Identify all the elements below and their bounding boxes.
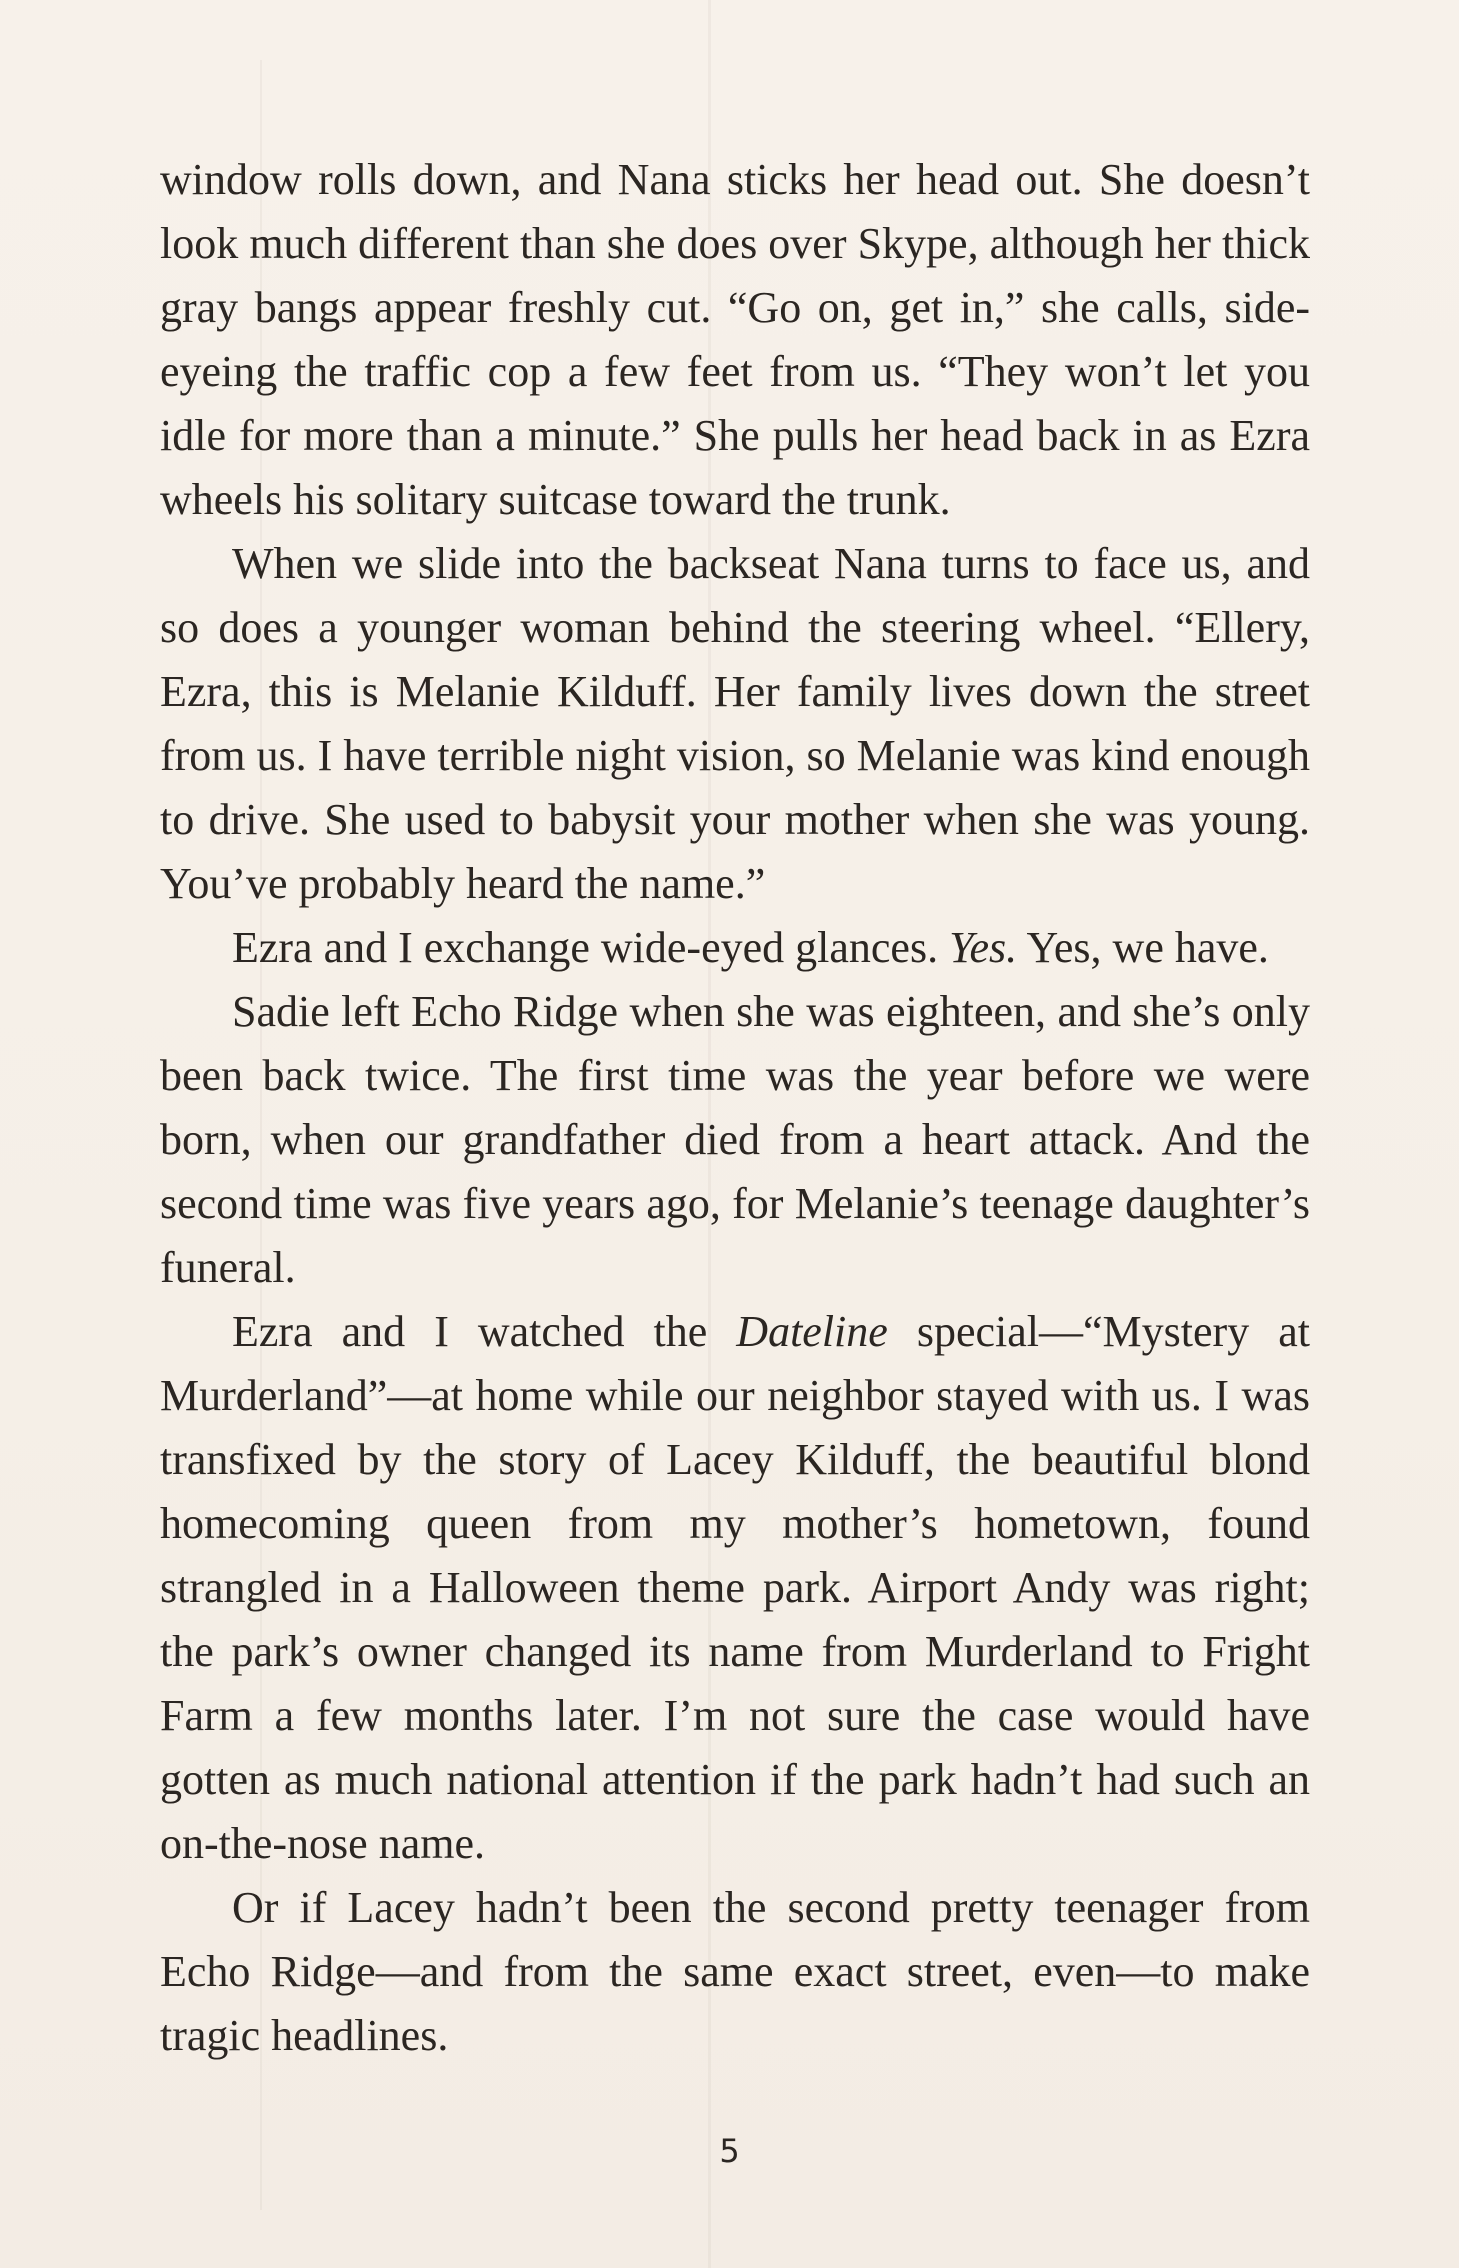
page-number: 5	[719, 2132, 740, 2170]
text-segment: Ezra and I exchange wide-eyed glances.	[232, 923, 950, 972]
text-segment: Sadie left Echo Ridge when she was eighteen, and she’s only been back twice. The first time was the year before we were born, when our grandfather died from a heart attack. And the second time was five years ago, for Melanie’s teenage daughter’s funeral.	[160, 987, 1310, 1292]
italic-text: Dateline	[736, 1307, 888, 1356]
italic-text: Yes.	[949, 923, 1018, 972]
body-text	[160, 148, 1310, 2068]
paragraph	[160, 148, 1310, 532]
paragraph	[160, 1300, 1310, 1876]
text-segment: window rolls down, and Nana sticks her head out. She doesn’t look much different than she does over Skype, although her thick gray bangs appear freshly cut. “Go on, get in,” she calls, side-eyeing the traffic cop a few feet from us. “They won’t let you idle for more than a minute.” She pulls her head back in as Ezra wheels his solitary suitcase toward the trunk.	[160, 155, 1310, 524]
text-segment: special—“Mystery at Murderland”—at home while our neighbor stayed with us. I was transfixed by the story of Lacey Kilduff, the beautiful blond homecoming queen from my mother’s hometown, found strangled in a Halloween theme park. Airport Andy was right; the park’s owner changed its name from Murderland to Fright Farm a few months later. I’m not sure the case would have gotten as much national attention if the park hadn’t had such an on-the-nose name.	[160, 1307, 1310, 1868]
text-segment: Ezra and I watched the	[232, 1307, 737, 1356]
text-segment: When we slide into the backseat Nana turns to face us, and so does a younger woman behind the steering wheel. “Ellery, Ezra, this is Melanie Kilduff. Her family lives down the street from us. I have terrible night vision, so Melanie was kind enough to drive. She used to babysit your mother when she was young. You’ve probably heard the name.”	[160, 539, 1310, 908]
paragraph	[160, 916, 1310, 980]
paragraph	[160, 1876, 1310, 2068]
paragraph	[160, 980, 1310, 1300]
paragraph	[160, 532, 1310, 916]
text-segment: Or if Lacey hadn’t been the second pretty teenager from Echo Ridge—and from the same exact street, even—to make tragic headlines.	[160, 1883, 1310, 2060]
text-segment: Yes, we have.	[1017, 923, 1269, 972]
